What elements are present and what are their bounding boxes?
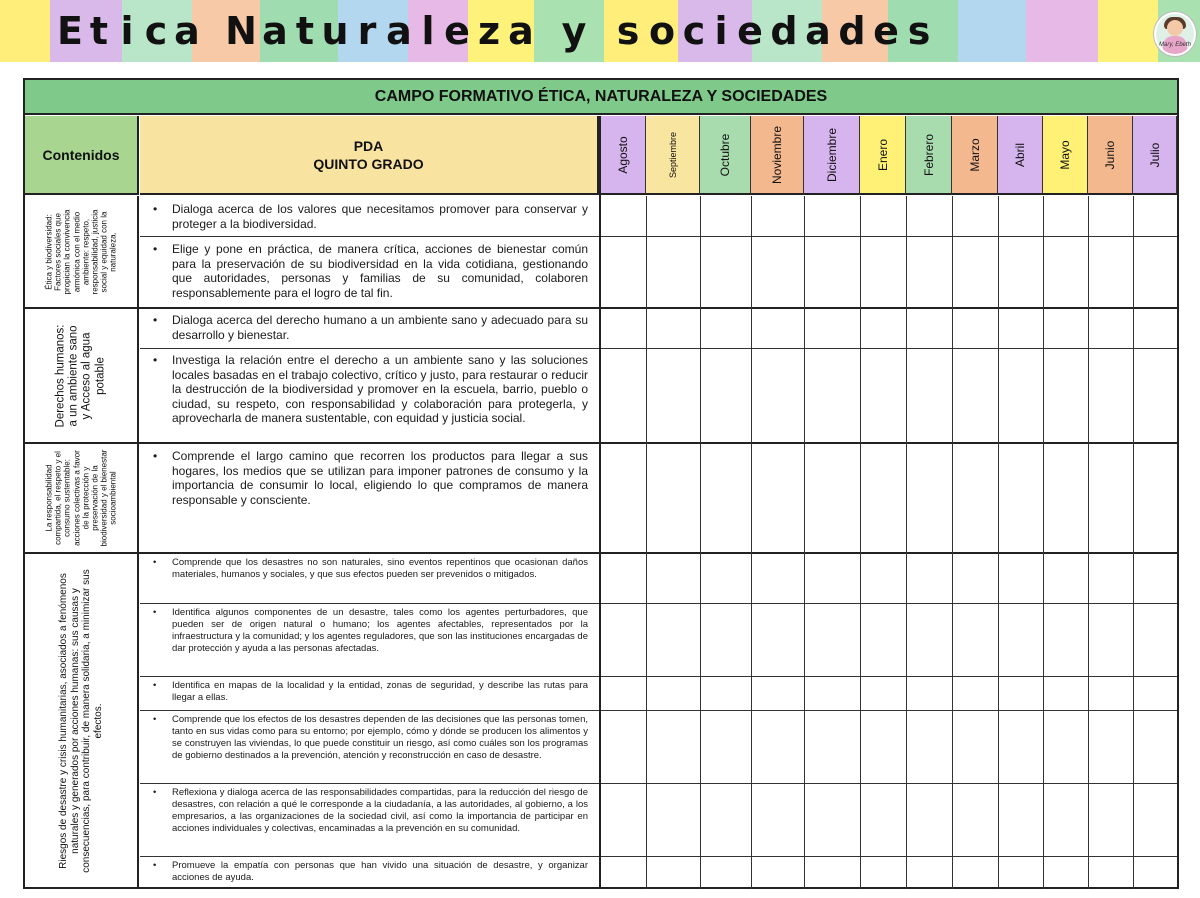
month-check-cell[interactable] xyxy=(646,710,700,783)
column-divider xyxy=(952,196,953,889)
month-check-cell[interactable] xyxy=(998,710,1043,783)
month-header-julio xyxy=(1133,116,1177,195)
bullet-icon: • xyxy=(153,714,157,725)
month-header-octubre xyxy=(700,116,751,195)
pda-item xyxy=(140,856,599,889)
month-header-septiembre xyxy=(646,116,700,195)
month-check-cell[interactable] xyxy=(952,553,998,603)
pda-item xyxy=(140,676,599,710)
bullet-icon: • xyxy=(153,242,158,256)
month-check-cell[interactable] xyxy=(906,603,952,676)
month-check-cell[interactable] xyxy=(998,443,1043,553)
month-check-cell[interactable] xyxy=(998,553,1043,603)
month-label: Marzo xyxy=(967,137,982,172)
column-divider xyxy=(906,196,907,889)
month-check-cell[interactable] xyxy=(646,553,700,603)
month-check-cell[interactable] xyxy=(1133,348,1177,443)
month-check-cell[interactable] xyxy=(906,710,952,783)
pda-text: Promueve la empatía con personas que han vivido una situación de desastre, y organizar acciones de ayuda. xyxy=(172,860,588,884)
month-check-cell[interactable] xyxy=(751,196,804,236)
column-divider xyxy=(700,196,701,889)
title-letter: a xyxy=(508,9,534,53)
title-letter: y xyxy=(561,9,587,53)
month-check-cell[interactable] xyxy=(1088,348,1133,443)
month-check-cell[interactable] xyxy=(600,443,646,553)
pda-text: Dialoga acerca de los valores que necesitamos promover para conservar y proteger a la biodiversidad. xyxy=(172,202,588,231)
month-check-cell[interactable] xyxy=(952,783,998,856)
banner-color-block xyxy=(958,0,1026,62)
month-check-cell[interactable] xyxy=(600,196,646,236)
bullet-icon: • xyxy=(153,353,158,367)
title-letter: d xyxy=(770,9,798,53)
month-check-cell[interactable] xyxy=(804,443,860,553)
contenido-cell xyxy=(25,308,139,443)
month-check-cell[interactable] xyxy=(952,196,998,236)
pda-header xyxy=(140,116,599,195)
title-letter: e xyxy=(873,9,899,53)
title-letter: s xyxy=(907,9,931,53)
month-check-cell[interactable] xyxy=(860,710,906,783)
month-check-cell[interactable] xyxy=(751,443,804,553)
month-check-cell[interactable] xyxy=(646,348,700,443)
month-check-cell[interactable] xyxy=(1043,443,1088,553)
campo-formativo-title: CAMPO FORMATIVO ÉTICA, NATURALEZA Y SOCIEDADES xyxy=(25,80,1177,115)
month-check-cell[interactable] xyxy=(1133,236,1177,308)
month-check-cell[interactable] xyxy=(860,783,906,856)
title-letter: l xyxy=(421,9,435,53)
title-letter: z xyxy=(477,9,501,53)
column-divider xyxy=(998,196,999,889)
month-check-cell[interactable] xyxy=(600,603,646,676)
month-check-cell[interactable] xyxy=(952,676,998,710)
month-check-cell[interactable] xyxy=(860,308,906,348)
month-header-marzo xyxy=(952,116,998,195)
month-check-cell[interactable] xyxy=(646,308,700,348)
month-check-cell[interactable] xyxy=(804,308,860,348)
month-check-cell[interactable] xyxy=(1133,856,1177,889)
grade-label: QUINTO GRADO xyxy=(313,155,424,172)
month-check-cell[interactable] xyxy=(1043,308,1088,348)
month-header-agosto xyxy=(600,116,646,195)
column-divider xyxy=(860,196,861,889)
month-check-cell[interactable] xyxy=(700,348,751,443)
month-check-cell[interactable] xyxy=(700,676,751,710)
month-check-cell[interactable] xyxy=(952,710,998,783)
month-label: Abril xyxy=(1013,142,1027,167)
month-check-cell[interactable] xyxy=(700,603,751,676)
month-header-febrero xyxy=(906,116,952,195)
bullet-icon: • xyxy=(153,449,158,463)
month-check-cell[interactable] xyxy=(600,856,646,889)
month-check-cell[interactable] xyxy=(804,856,860,889)
title-letter: a xyxy=(386,9,412,53)
month-check-cell[interactable] xyxy=(860,856,906,889)
column-divider xyxy=(804,196,805,889)
month-check-cell[interactable] xyxy=(700,236,751,308)
month-check-cell[interactable] xyxy=(600,348,646,443)
month-check-cell[interactable] xyxy=(600,308,646,348)
month-check-cell[interactable] xyxy=(998,856,1043,889)
title-letter: a xyxy=(805,9,831,53)
bullet-icon: • xyxy=(153,557,157,568)
column-divider xyxy=(1088,196,1089,889)
month-check-cell[interactable] xyxy=(600,676,646,710)
month-check-cell[interactable] xyxy=(1088,603,1133,676)
month-check-cell[interactable] xyxy=(1133,676,1177,710)
month-label: Septiembre xyxy=(667,131,678,178)
month-check-cell[interactable] xyxy=(1043,710,1088,783)
month-label: Enero xyxy=(875,138,890,171)
month-check-cell[interactable] xyxy=(804,710,860,783)
month-check-cell[interactable] xyxy=(998,348,1043,443)
month-check-cell[interactable] xyxy=(751,783,804,856)
month-check-cell[interactable] xyxy=(1133,710,1177,783)
pda-text: Comprende que los desastres no son naturales, sino eventos repentinos que ocasionan daños materiales, humanos y sociales, y que sus efectos pueden ser prevenidos o mitigados. xyxy=(172,557,588,581)
pda-item xyxy=(140,348,599,443)
month-check-cell[interactable] xyxy=(700,783,751,856)
month-check-cell[interactable] xyxy=(751,676,804,710)
month-check-cell[interactable] xyxy=(700,710,751,783)
month-check-cell[interactable] xyxy=(998,676,1043,710)
contenido-text: Derechos humanos: a un ambiente sano y Acceso al agua potable xyxy=(54,324,107,427)
contenido-text: Ética y biodiversidad: Factores sociales que propician la convivencia armónica con el medio ambiente: respeto, responsabilidad, justicia social y equidad con la naturaleza. xyxy=(44,209,118,295)
title-letter: c xyxy=(682,9,706,53)
bullet-icon: • xyxy=(153,313,158,327)
month-check-cell[interactable] xyxy=(600,236,646,308)
title-letter: N xyxy=(225,9,257,53)
pda-text: Identifica algunos componentes de un desastre, tales como los agentes perturbadores, que pueden ser de origen natural o humano; los agentes afectables, representados por la infraestructura y la comunidad; y los agentes reguladores, que son las instituciones encargadas de dar protección y ayuda a las personas afectadas. xyxy=(172,607,588,655)
month-check-cell[interactable] xyxy=(804,348,860,443)
month-check-cell[interactable] xyxy=(906,308,952,348)
month-check-cell[interactable] xyxy=(998,308,1043,348)
title-letter: t xyxy=(89,9,109,53)
month-check-cell[interactable] xyxy=(906,676,952,710)
title-letter: d xyxy=(838,9,866,53)
month-check-cell[interactable] xyxy=(646,856,700,889)
month-label: Noviembre xyxy=(770,125,784,184)
contenido-cell xyxy=(25,196,139,308)
month-check-cell[interactable] xyxy=(1088,676,1133,710)
bullet-icon: • xyxy=(153,680,157,691)
bullet-icon: • xyxy=(153,860,157,871)
month-check-cell[interactable] xyxy=(600,710,646,783)
pda-item xyxy=(140,308,599,348)
month-check-cell[interactable] xyxy=(804,196,860,236)
title-letter: t xyxy=(295,9,315,53)
month-check-cell[interactable] xyxy=(751,236,804,308)
title-letter: r xyxy=(357,9,377,53)
month-check-cell[interactable] xyxy=(1043,856,1088,889)
month-check-cell[interactable] xyxy=(1043,553,1088,603)
title-letter: i xyxy=(120,9,134,53)
month-label: Julio xyxy=(1147,142,1162,167)
month-check-cell[interactable] xyxy=(751,348,804,443)
pda-item xyxy=(140,236,599,308)
month-check-cell[interactable] xyxy=(906,783,952,856)
month-check-cell[interactable] xyxy=(804,783,860,856)
month-check-cell[interactable] xyxy=(906,553,952,603)
month-check-cell[interactable] xyxy=(1088,710,1133,783)
month-check-cell[interactable] xyxy=(1088,196,1133,236)
month-check-cell[interactable] xyxy=(860,236,906,308)
month-check-cell[interactable] xyxy=(700,196,751,236)
title-letter: a xyxy=(262,9,288,53)
title-letter: e xyxy=(737,9,763,53)
teacher-avatar-icon xyxy=(1154,12,1196,56)
month-label: Mayo xyxy=(1058,139,1072,170)
title-letter: s xyxy=(616,9,640,53)
month-check-cell[interactable] xyxy=(906,236,952,308)
month-check-cell[interactable] xyxy=(1088,553,1133,603)
title-letter: E xyxy=(57,9,83,53)
month-header-junio xyxy=(1088,116,1133,195)
pda-item xyxy=(140,603,599,676)
month-check-cell[interactable] xyxy=(700,443,751,553)
contenido-cell xyxy=(25,443,139,553)
month-check-cell[interactable] xyxy=(1133,308,1177,348)
column-divider xyxy=(1133,196,1134,889)
month-check-cell[interactable] xyxy=(952,348,998,443)
month-check-cell[interactable] xyxy=(1043,348,1088,443)
month-check-cell[interactable] xyxy=(1088,308,1133,348)
month-check-cell[interactable] xyxy=(1043,783,1088,856)
month-check-cell[interactable] xyxy=(1043,676,1088,710)
month-check-cell[interactable] xyxy=(1133,783,1177,856)
month-check-cell[interactable] xyxy=(751,856,804,889)
banner-color-block xyxy=(1026,0,1098,62)
pda-text: Comprende que los efectos de los desastres dependen de las decisiones que las personas tomen, tanto en sus vidas como para su entorno; por ejemplo, cómo y dónde se producen los alimentos y se construyen las viviendas, lo que puede constituir un riesgo, así como cuáles son los programas de gobierno destinados a la prevención, atención y reconstrucción en caso de desastre. xyxy=(172,714,588,762)
month-check-cell[interactable] xyxy=(751,603,804,676)
month-check-cell[interactable] xyxy=(860,553,906,603)
month-check-cell[interactable] xyxy=(751,553,804,603)
bullet-icon: • xyxy=(153,202,158,216)
pda-item xyxy=(140,443,599,553)
month-check-cell[interactable] xyxy=(1043,236,1088,308)
month-check-cell[interactable] xyxy=(646,676,700,710)
month-check-cell[interactable] xyxy=(860,443,906,553)
month-check-cell[interactable] xyxy=(646,783,700,856)
month-check-cell[interactable] xyxy=(646,236,700,308)
month-check-cell[interactable] xyxy=(952,443,998,553)
month-check-cell[interactable] xyxy=(998,603,1043,676)
month-check-cell[interactable] xyxy=(1133,553,1177,603)
pda-item xyxy=(140,710,599,783)
month-check-cell[interactable] xyxy=(804,553,860,603)
month-check-cell[interactable] xyxy=(600,783,646,856)
contenido-text: La responsabilidad compartida, el respeto y el consumo sustentable: acciones colectivas a favor de la protección y preservación de la biodiversidad y el bienestar socioambiental xyxy=(44,449,118,547)
pda-text: Dialoga acerca del derecho humano a un ambiente sano y adecuado para su desarrollo y bienestar. xyxy=(172,313,588,342)
month-check-cell[interactable] xyxy=(1088,783,1133,856)
bullet-icon: • xyxy=(153,787,157,798)
pda-text: Elige y pone en práctica, de manera crítica, acciones de bienestar común para la preservación de su biodiversidad en la vida cotidiana, gestionando que autoridades, personas y familias de su comunidad, colaboren responsablemente para el logro de tal fin. xyxy=(172,242,588,300)
month-label: Diciembre xyxy=(824,127,839,182)
title-letter: u xyxy=(321,9,349,53)
month-check-cell[interactable] xyxy=(1088,443,1133,553)
page-title xyxy=(55,4,935,58)
month-header-enero xyxy=(860,116,906,195)
header-banner xyxy=(0,0,1200,62)
month-check-cell[interactable] xyxy=(860,676,906,710)
month-check-cell[interactable] xyxy=(1133,196,1177,236)
month-check-cell[interactable] xyxy=(804,603,860,676)
month-label: Febrero xyxy=(921,133,936,176)
month-check-cell[interactable] xyxy=(1043,196,1088,236)
title-letter: a xyxy=(174,9,200,53)
pda-label: PDA xyxy=(353,137,384,154)
month-check-cell[interactable] xyxy=(646,196,700,236)
month-check-cell[interactable] xyxy=(952,236,998,308)
contenidos-header: Contenidos xyxy=(25,116,139,195)
pda-text: Comprende el largo camino que recorren los productos para llegar a sus hogares, los medios que se utilizan para imponer patrones de consumo y la importancia de consumir lo local, eligiendo lo que compramos de manera responsable y consciente. xyxy=(172,449,588,507)
avatar-signature: Mary, Ebeth xyxy=(1159,42,1191,48)
month-check-cell[interactable] xyxy=(860,348,906,443)
month-check-cell[interactable] xyxy=(646,603,700,676)
month-check-cell[interactable] xyxy=(600,553,646,603)
banner-color-block xyxy=(1098,0,1158,62)
column-divider xyxy=(751,196,752,889)
contenido-cell xyxy=(25,553,139,889)
title-letter: c xyxy=(144,9,168,53)
month-header-mayo xyxy=(1043,116,1088,195)
month-check-cell[interactable] xyxy=(906,196,952,236)
month-check-cell[interactable] xyxy=(700,553,751,603)
month-header-noviembre xyxy=(751,116,804,195)
banner-color-block xyxy=(0,0,50,62)
pda-item xyxy=(140,196,599,236)
pda-text: Investiga la relación entre el derecho a un ambiente sano y las soluciones locales basadas en el trabajo colectivo, crítico y justo, para restaurar o reducir la destrucción de la biodiversidad y promover en la escuela, barrio, pueblo o ciudad, su respeto, con responsabilidad y colaboración para protegerla, y aprovecharla de manera sustentable, con equidad y justicia social. xyxy=(172,353,588,426)
month-check-cell[interactable] xyxy=(952,856,998,889)
month-check-cell[interactable] xyxy=(804,236,860,308)
month-check-cell[interactable] xyxy=(751,308,804,348)
title-letter: o xyxy=(648,9,676,53)
month-check-cell[interactable] xyxy=(1088,856,1133,889)
month-check-cell[interactable] xyxy=(804,676,860,710)
contenido-text: Riesgos de desastre y crisis humanitarias, asociados a fenómenos naturales y generados por acciones humanas: sus causas y consecuencias, para contribuir, de manera solidaria, a minimizar sus efectos. xyxy=(58,569,104,873)
month-label: Octubre xyxy=(718,133,732,176)
month-header-diciembre xyxy=(804,116,860,195)
month-check-cell[interactable] xyxy=(1088,236,1133,308)
month-check-cell[interactable] xyxy=(906,348,952,443)
month-check-cell[interactable] xyxy=(952,603,998,676)
month-check-cell[interactable] xyxy=(860,196,906,236)
month-check-cell[interactable] xyxy=(906,856,952,889)
month-check-cell[interactable] xyxy=(998,236,1043,308)
column-divider xyxy=(1043,196,1044,889)
month-check-cell[interactable] xyxy=(1133,443,1177,553)
pda-text: Identifica en mapas de la localidad y la entidad, zonas de seguridad, y describe las rutas para llegar a ellas. xyxy=(172,680,588,704)
month-check-cell[interactable] xyxy=(998,783,1043,856)
column-divider xyxy=(599,116,601,889)
column-divider xyxy=(646,196,647,889)
month-check-cell[interactable] xyxy=(1043,603,1088,676)
month-check-cell[interactable] xyxy=(700,856,751,889)
month-check-cell[interactable] xyxy=(751,710,804,783)
month-check-cell[interactable] xyxy=(860,603,906,676)
pda-item xyxy=(140,783,599,856)
pda-item xyxy=(140,553,599,603)
title-letter: e xyxy=(444,9,470,53)
month-header-abril xyxy=(998,116,1043,195)
month-check-cell[interactable] xyxy=(700,308,751,348)
bullet-icon: • xyxy=(153,607,157,618)
month-label: Junio xyxy=(1103,140,1117,169)
month-label: Agosto xyxy=(615,135,630,174)
pda-text: Reflexiona y dialoga acerca de las responsabilidades compartidas, para la reducción del riesgo de desastres, con relación a qué le corresponde a la ciudadanía, a las autoridades, al gobierno, a los empresarios, a las organizaciones de la sociedad civil, así como la importancia de participar en acciones individuales y colectivas, encaminadas a la prevención en su comunidad. xyxy=(172,787,588,835)
month-check-cell[interactable] xyxy=(906,443,952,553)
month-check-cell[interactable] xyxy=(952,308,998,348)
month-check-cell[interactable] xyxy=(998,196,1043,236)
month-check-cell[interactable] xyxy=(1133,603,1177,676)
title-letter: i xyxy=(714,9,728,53)
month-check-cell[interactable] xyxy=(646,443,700,553)
